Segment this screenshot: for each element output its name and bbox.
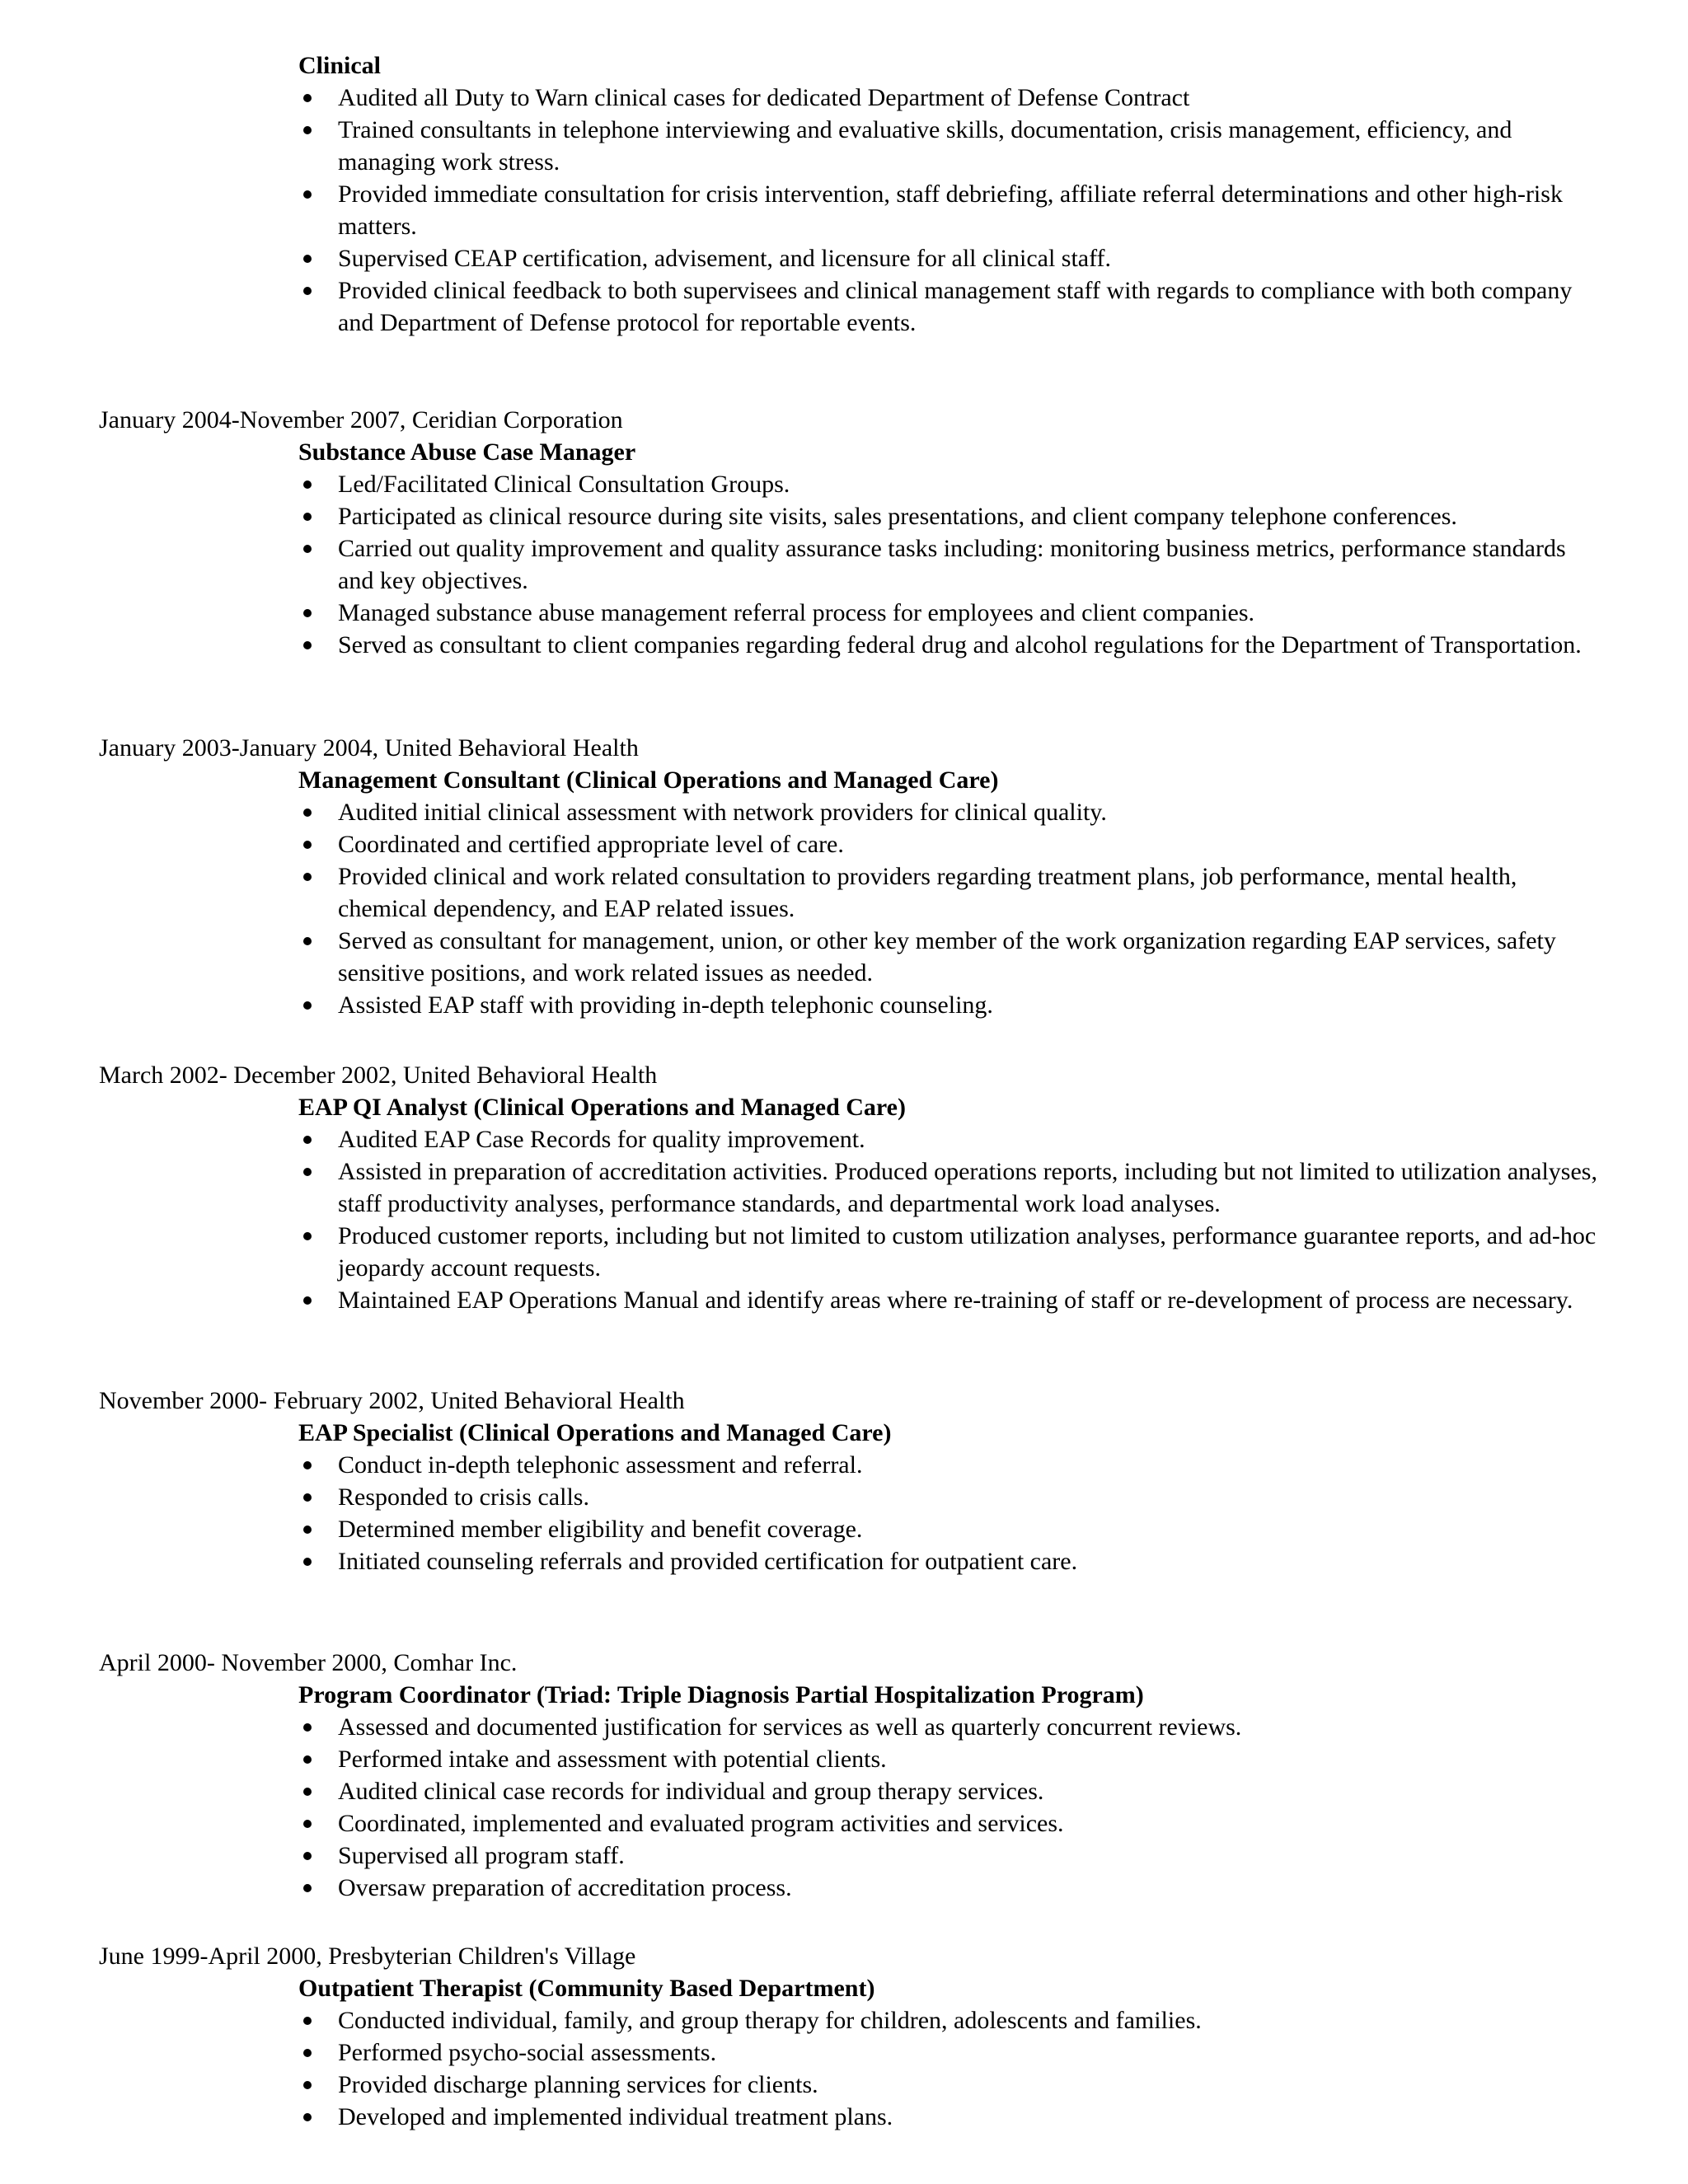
bullet-icon bbox=[303, 1558, 312, 1566]
bullet-icon bbox=[303, 873, 312, 881]
bullet-icon bbox=[303, 2081, 312, 2089]
duty-item: Provided discharge planning services for clients. bbox=[298, 2069, 1601, 2101]
job-header: April 2000- November 2000, Comhar Inc. bbox=[99, 1649, 518, 1676]
duty-item: Supervised CEAP certification, advisement, and licensure for all clinical staff. bbox=[298, 242, 1601, 274]
duty-item: Trained consultants in telephone interviewing and evaluative skills, documentation, crisis management, efficiency, and managing work stress. bbox=[298, 114, 1601, 178]
bullet-icon bbox=[303, 126, 312, 134]
bullet-icon bbox=[303, 1168, 312, 1176]
job-header: November 2000- February 2002, United Behavioral Health bbox=[99, 1387, 685, 1414]
duty-item: Participated as clinical resource during site visits, sales presentations, and client company telephone conferences. bbox=[298, 500, 1601, 532]
duty-list bbox=[298, 1449, 1601, 1577]
bullet-icon bbox=[303, 1755, 312, 1764]
bullet-icon bbox=[303, 255, 312, 263]
bullet-icon bbox=[303, 1493, 312, 1502]
duty-item: Led/Facilitated Clinical Consultation Groups. bbox=[298, 468, 1601, 500]
duty-item: Managed substance abuse management referral process for employees and client companies. bbox=[298, 597, 1601, 629]
duty-list bbox=[298, 468, 1601, 661]
duty-item: Assisted in preparation of accreditation activities. Produced operations reports, including but not limited to utilization analyses, staff productivity analyses, performance standards, and departmental work load analyses. bbox=[298, 1155, 1601, 1220]
duty-item: Audited initial clinical assessment with network providers for clinical quality. bbox=[298, 796, 1601, 828]
bullet-icon bbox=[303, 287, 312, 295]
bullet-icon bbox=[303, 1136, 312, 1144]
job-title: Clinical bbox=[298, 52, 382, 79]
bullet-icon bbox=[303, 480, 312, 489]
bullet-icon bbox=[303, 1852, 312, 1860]
bullet-icon bbox=[303, 808, 312, 817]
bullet-icon bbox=[303, 1526, 312, 1534]
duty-item: Served as consultant to client companies regarding federal drug and alcohol regulations for the Department of Transportation. bbox=[298, 629, 1601, 661]
duty-item: Maintained EAP Operations Manual and identify areas where re-training of staff or re-development of process are necessary. bbox=[298, 1284, 1601, 1316]
bullet-icon bbox=[303, 1788, 312, 1796]
duty-item: Coordinated and certified appropriate level of care. bbox=[298, 828, 1601, 860]
duty-item: Assisted EAP staff with providing in-depth telephonic counseling. bbox=[298, 989, 1601, 1021]
duty-item: Oversaw preparation of accreditation process. bbox=[298, 1872, 1601, 1904]
duty-item: Initiated counseling referrals and provided certification for outpatient care. bbox=[298, 1545, 1601, 1577]
bullet-icon bbox=[303, 1232, 312, 1240]
bullet-icon bbox=[303, 2017, 312, 2025]
duty-item: Responded to crisis calls. bbox=[298, 1481, 1601, 1513]
job-title: Management Consultant (Clinical Operations and Managed Care) bbox=[298, 766, 999, 794]
job-header: January 2003-January 2004, United Behavioral Health bbox=[99, 734, 639, 762]
bullet-icon bbox=[303, 1001, 312, 1010]
bullet-icon bbox=[303, 641, 312, 649]
bullet-icon bbox=[303, 1461, 312, 1469]
job-title: Program Coordinator (Triad: Triple Diagnosis Partial Hospitalization Program) bbox=[298, 1681, 1144, 1708]
bullet-icon bbox=[303, 513, 312, 521]
job-title: EAP Specialist (Clinical Operations and Managed Care) bbox=[298, 1419, 892, 1446]
duty-item: Audited EAP Case Records for quality improvement. bbox=[298, 1123, 1601, 1155]
bullet-icon bbox=[303, 841, 312, 849]
job-title: Outpatient Therapist (Community Based Department) bbox=[298, 1975, 875, 2002]
duty-item: Provided clinical and work related consultation to providers regarding treatment plans, job performance, mental health, chemical dependency, and EAP related issues. bbox=[298, 860, 1601, 925]
duty-list bbox=[298, 2004, 1601, 2133]
bullet-icon bbox=[303, 1723, 312, 1732]
bullet-icon bbox=[303, 190, 312, 199]
duty-item: Audited all Duty to Warn clinical cases for dedicated Department of Defense Contract bbox=[298, 82, 1601, 114]
bullet-icon bbox=[303, 545, 312, 553]
duty-item: Provided immediate consultation for crisis intervention, staff debriefing, affiliate referral determinations and other high-risk matters. bbox=[298, 178, 1601, 242]
job-title: Substance Abuse Case Manager bbox=[298, 438, 636, 466]
job-title: EAP QI Analyst (Clinical Operations and Managed Care) bbox=[298, 1094, 906, 1121]
bullet-icon bbox=[303, 2049, 312, 2057]
duty-item: Determined member eligibility and benefit coverage. bbox=[298, 1513, 1601, 1545]
duty-item: Coordinated, implemented and evaluated program activities and services. bbox=[298, 1807, 1601, 1840]
duty-item: Assessed and documented justification for services as well as quarterly concurrent reviews. bbox=[298, 1711, 1601, 1743]
duty-item: Carried out quality improvement and quality assurance tasks including: monitoring business metrics, performance standards and key objectives. bbox=[298, 532, 1601, 597]
bullet-icon bbox=[303, 937, 312, 945]
duty-item: Supervised all program staff. bbox=[298, 1840, 1601, 1872]
duty-list bbox=[298, 796, 1601, 1021]
bullet-icon bbox=[303, 1296, 312, 1305]
duty-item: Performed psycho-social assessments. bbox=[298, 2036, 1601, 2069]
duty-item: Performed intake and assessment with potential clients. bbox=[298, 1743, 1601, 1775]
bullet-icon bbox=[303, 2113, 312, 2121]
duty-item: Audited clinical case records for individual and group therapy services. bbox=[298, 1775, 1601, 1807]
job-header: January 2004-November 2007, Ceridian Corporation bbox=[99, 406, 623, 434]
bullet-icon bbox=[303, 94, 312, 102]
duty-list bbox=[298, 1123, 1601, 1316]
bullet-icon bbox=[303, 1820, 312, 1828]
duty-list bbox=[298, 82, 1601, 339]
bullet-icon bbox=[303, 609, 312, 617]
duty-list bbox=[298, 1711, 1601, 1904]
duty-item: Produced customer reports, including but not limited to custom utilization analyses, performance guarantee reports, and ad-hoc jeopardy account requests. bbox=[298, 1220, 1601, 1284]
bullet-icon bbox=[303, 1884, 312, 1892]
duty-item: Served as consultant for management, union, or other key member of the work organization regarding EAP services, safety sensitive positions, and work related issues as needed. bbox=[298, 925, 1601, 989]
duty-item: Conduct in-depth telephonic assessment and referral. bbox=[298, 1449, 1601, 1481]
duty-item: Provided clinical feedback to both supervisees and clinical management staff with regards to compliance with both company and Department of Defense protocol for reportable events. bbox=[298, 274, 1601, 339]
job-header: June 1999-April 2000, Presbyterian Children's Village bbox=[99, 1943, 636, 1970]
duty-item: Developed and implemented individual treatment plans. bbox=[298, 2101, 1601, 2133]
duty-item: Conducted individual, family, and group therapy for children, adolescents and families. bbox=[298, 2004, 1601, 2036]
job-header: March 2002- December 2002, United Behavioral Health bbox=[99, 1062, 658, 1089]
